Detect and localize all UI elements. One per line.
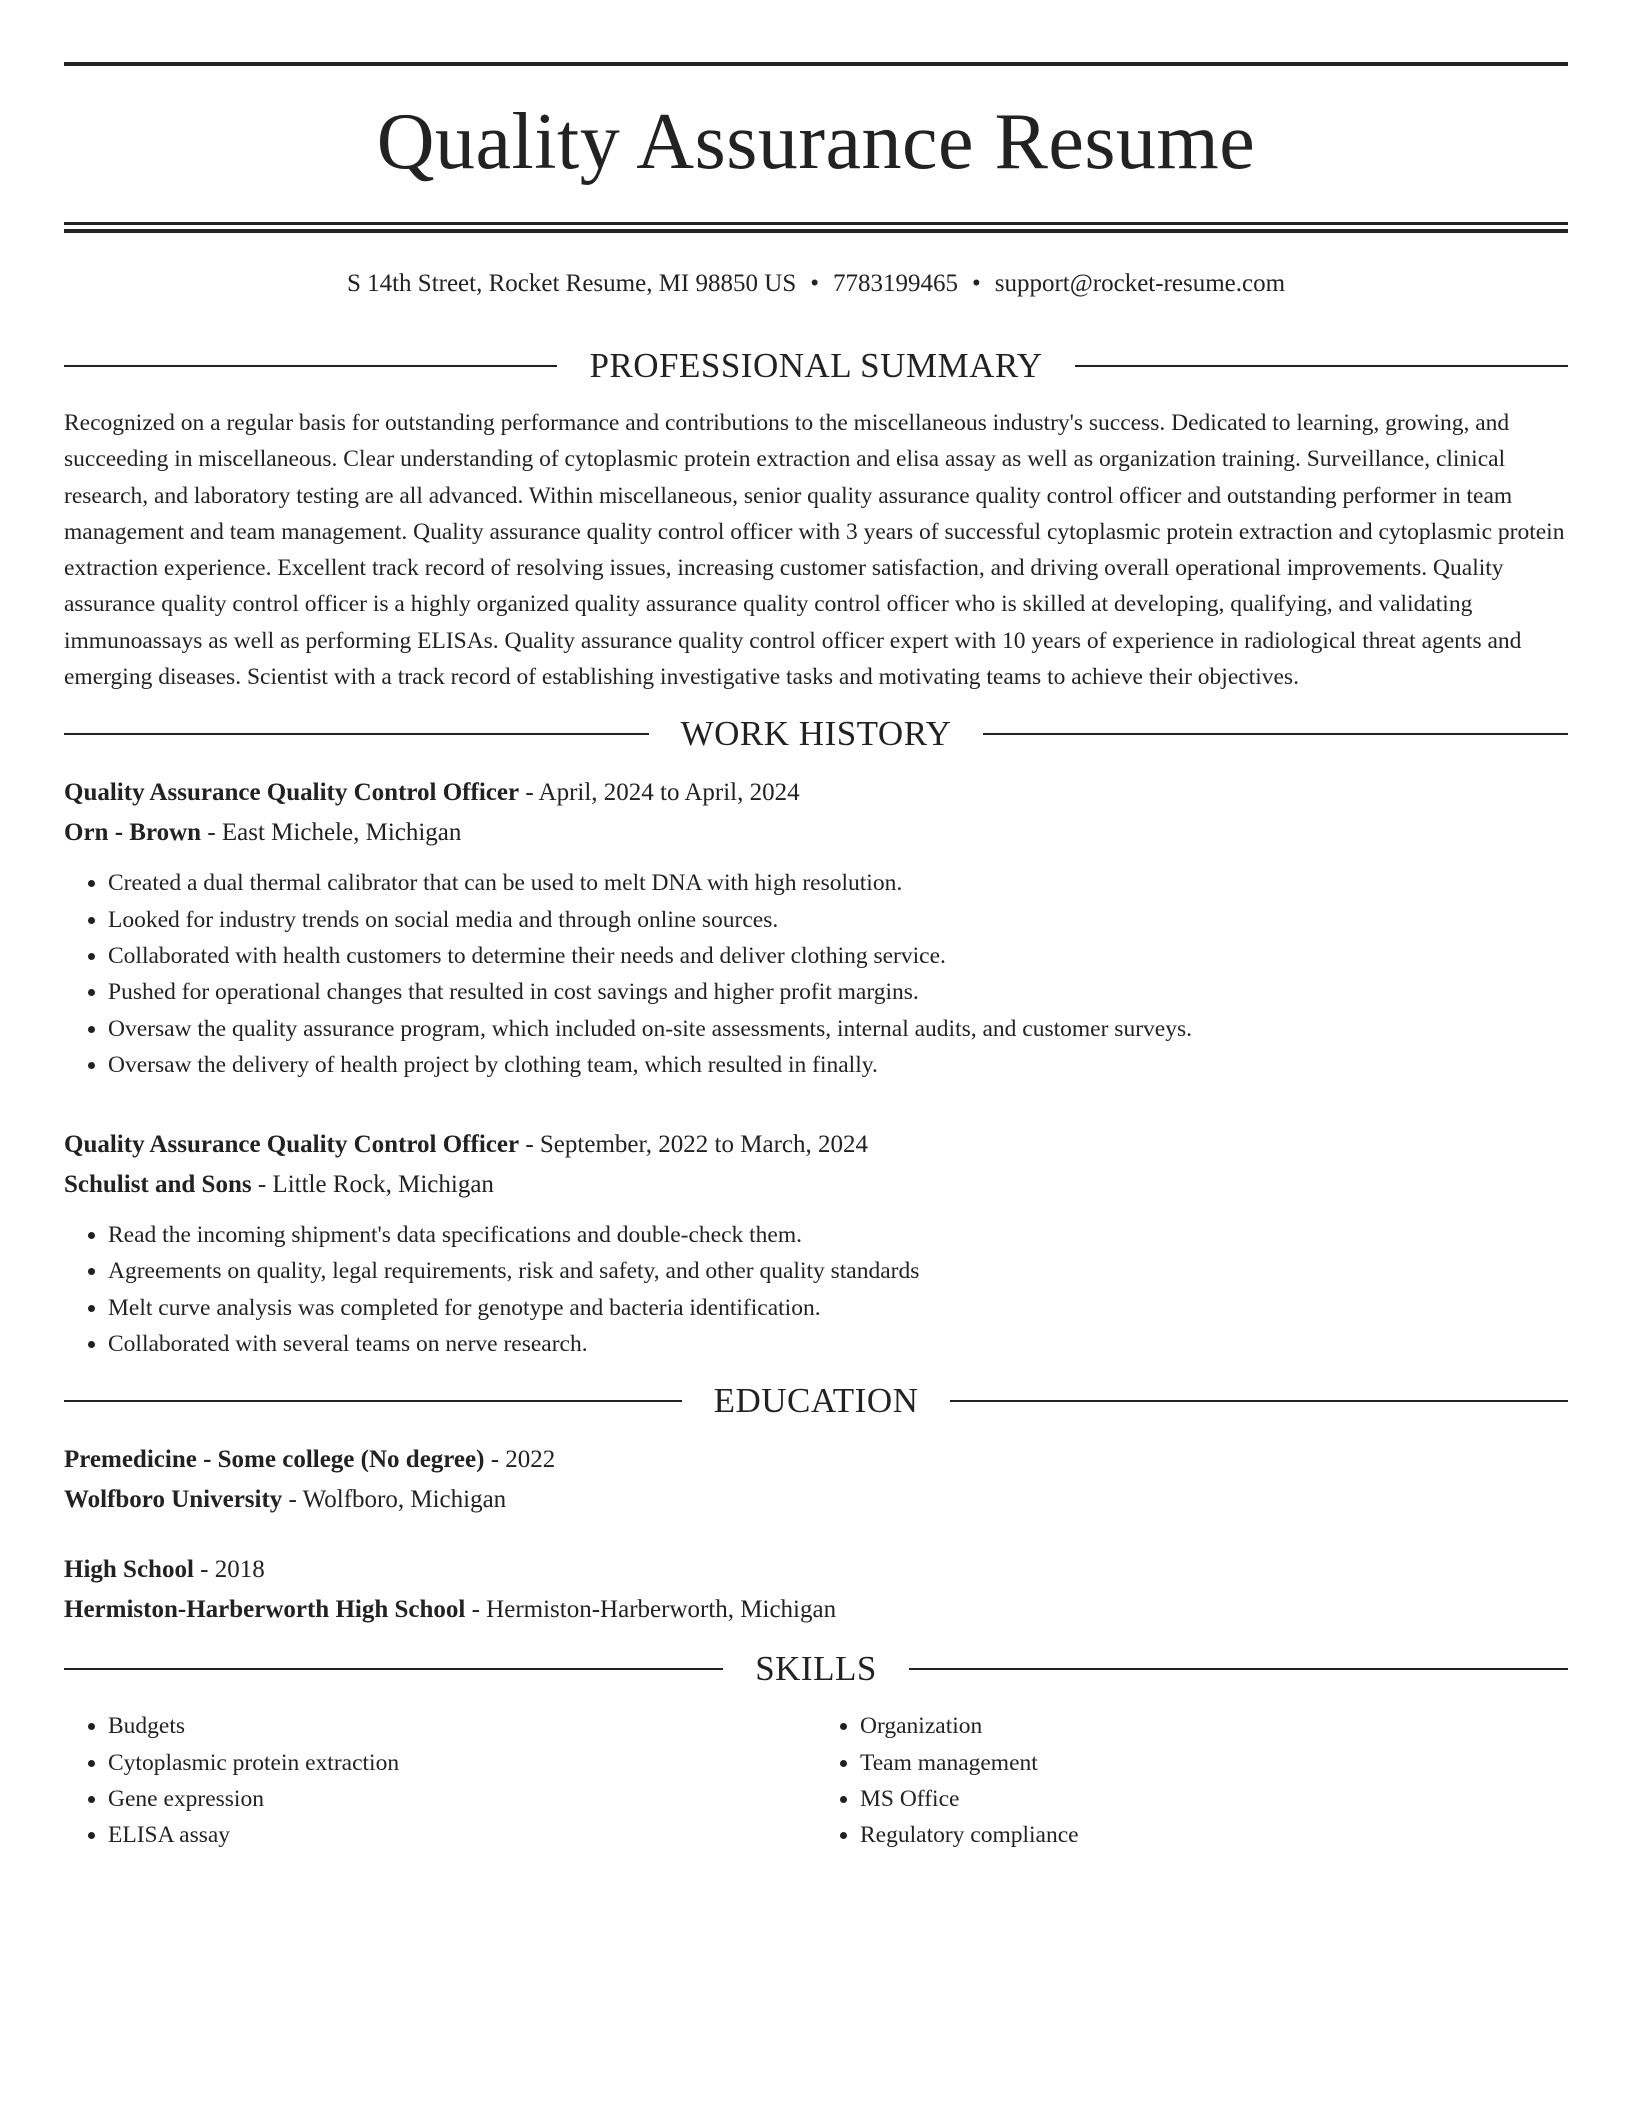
job-title: Quality Assurance Quality Control Officer bbox=[64, 1131, 520, 1159]
skills-heading-label: SKILLS bbox=[755, 1649, 877, 1689]
summary-heading-label: PROFESSIONAL SUMMARY bbox=[589, 346, 1043, 385]
summary-heading bbox=[64, 345, 1568, 387]
education-year: - 2018 bbox=[193, 1556, 265, 1584]
skills-heading bbox=[64, 1648, 1568, 1690]
heading-rule-right bbox=[950, 1400, 1568, 1402]
work-history-heading-label: WORK HISTORY bbox=[680, 714, 952, 754]
education-entry bbox=[64, 1550, 1568, 1630]
education-school-line bbox=[64, 1590, 1568, 1630]
list-item: • Collaborated with several teams on nerve research. bbox=[108, 1326, 1568, 1362]
education-entry bbox=[64, 1440, 1568, 1520]
skill-item: • Cytoplasmic protein extraction bbox=[108, 1745, 816, 1781]
heading-rule-right bbox=[1075, 365, 1568, 367]
work-history-heading bbox=[64, 713, 1568, 755]
contact-address: S 14th Street, Rocket Resume, MI 98850 US bbox=[346, 270, 797, 297]
job-company: Orn - Brown bbox=[64, 819, 202, 847]
job-title-line bbox=[64, 1125, 1568, 1165]
job-title: Quality Assurance Quality Control Officer bbox=[64, 779, 520, 807]
skill-item: • ELISA assay bbox=[108, 1817, 816, 1853]
heading-rule-left bbox=[64, 733, 649, 735]
list-item: • Read the incoming shipment's data specifications and double-check them. bbox=[108, 1217, 1568, 1253]
job-title-line bbox=[64, 773, 1568, 813]
job-bullet-list bbox=[64, 1217, 1568, 1362]
education-year: - 2022 bbox=[484, 1446, 556, 1474]
education-degree: Premedicine - Some college (No degree) bbox=[64, 1446, 485, 1474]
list-item: • Agreements on quality, legal requirements, risk and safety, and other quality standards bbox=[108, 1253, 1568, 1289]
list-item: • Melt curve analysis was completed for genotype and bacteria identification. bbox=[108, 1290, 1568, 1326]
skill-item: • Team management bbox=[860, 1745, 1568, 1781]
education-location: - Hermiston-Harberworth, Michigan bbox=[465, 1596, 837, 1624]
contact-separator: • bbox=[971, 270, 981, 297]
resume-page bbox=[64, 0, 1568, 1854]
job-dates: - September, 2022 to March, 2024 bbox=[519, 1131, 869, 1159]
skills-columns bbox=[64, 1708, 1568, 1853]
list-item: • Collaborated with health customers to determine their needs and deliver clothing service. bbox=[108, 938, 1568, 974]
education-degree-line bbox=[64, 1440, 1568, 1480]
skills-list-right bbox=[816, 1708, 1568, 1853]
list-item: • Oversaw the delivery of health project by clothing team, which resulted in finally. bbox=[108, 1047, 1568, 1083]
heading-rule-right bbox=[909, 1668, 1568, 1670]
education-school: Wolfboro University bbox=[64, 1486, 283, 1514]
job-company-line bbox=[64, 813, 1568, 853]
top-rule bbox=[64, 62, 1568, 66]
contact-email[interactable]: support@rocket-resume.com bbox=[994, 270, 1286, 297]
job-location: - East Michele, Michigan bbox=[201, 819, 462, 847]
skill-item: • Gene expression bbox=[108, 1781, 816, 1817]
contact-line bbox=[64, 267, 1568, 301]
summary-text: Recognized on a regular basis for outstanding performance and contributions to the miscellaneous industry's success. Dedicated to learning, growing, and succeeding in miscellaneous. Clear understanding of cytoplasmic protein extraction and elisa assay as well as organization training. Surveillance, clinical research, and laboratory testing are all advanced. Within miscellaneous, senior quality assurance quality control officer and outstanding performer in team management and team management. Quality assurance quality control officer with 3 years of successful cytoplasmic protein extraction and cytoplasmic protein extraction experience. Excellent track record of resolving issues, increasing customer satisfaction, and driving overall operational improvements. Quality assurance quality control officer is a highly organized quality assurance quality control officer who is skilled at developing, qualifying, and validating immunoassays as well as performing ELISAs. Quality assurance quality control officer expert with 10 years of experience in radiological threat agents and emerging diseases. Scientist with a track record of establishing investigative tasks and motivating teams to achieve their objectives. bbox=[64, 410, 1565, 691]
contact-phone[interactable]: 7783199465 bbox=[832, 270, 958, 297]
resume-title: Quality Assurance Resume bbox=[376, 98, 1256, 186]
list-item: • Pushed for operational changes that resulted in cost savings and higher profit margins. bbox=[108, 974, 1568, 1010]
heading-rule-left bbox=[64, 1668, 723, 1670]
heading-rule-right bbox=[983, 733, 1568, 735]
education-degree: High School bbox=[64, 1556, 194, 1584]
education-heading-label: EDUCATION bbox=[713, 1381, 919, 1421]
job-company: Schulist and Sons bbox=[64, 1171, 252, 1199]
skill-item: • MS Office bbox=[860, 1781, 1568, 1817]
skills-list-left bbox=[64, 1708, 816, 1853]
job-entry bbox=[64, 773, 1568, 1083]
skill-item: • Budgets bbox=[108, 1708, 816, 1744]
education-degree-line bbox=[64, 1550, 1568, 1590]
job-bullet-list bbox=[64, 865, 1568, 1083]
education-location: - Wolfboro, Michigan bbox=[282, 1486, 507, 1514]
title-double-rule bbox=[64, 222, 1568, 233]
list-item: • Created a dual thermal calibrator that can be used to melt DNA with high resolution. bbox=[108, 865, 1568, 901]
list-item: • Looked for industry trends on social media and through online sources. bbox=[108, 902, 1568, 938]
skill-item: • Regulatory compliance bbox=[860, 1817, 1568, 1853]
list-item: • Oversaw the quality assurance program, which included on-site assessments, internal audits, and customer surveys. bbox=[108, 1011, 1568, 1047]
heading-rule-left bbox=[64, 365, 557, 367]
contact-separator: • bbox=[810, 270, 819, 297]
education-heading bbox=[64, 1380, 1568, 1422]
education-school-line bbox=[64, 1480, 1568, 1520]
heading-rule-left bbox=[64, 1400, 682, 1402]
job-company-line bbox=[64, 1165, 1568, 1205]
job-dates: - April, 2024 to April, 2024 bbox=[519, 779, 800, 807]
job-entry bbox=[64, 1125, 1568, 1362]
skill-item: • Organization bbox=[860, 1708, 1568, 1744]
education-school: Hermiston-Harberworth High School bbox=[64, 1596, 466, 1624]
job-location: - Little Rock, Michigan bbox=[251, 1171, 494, 1199]
